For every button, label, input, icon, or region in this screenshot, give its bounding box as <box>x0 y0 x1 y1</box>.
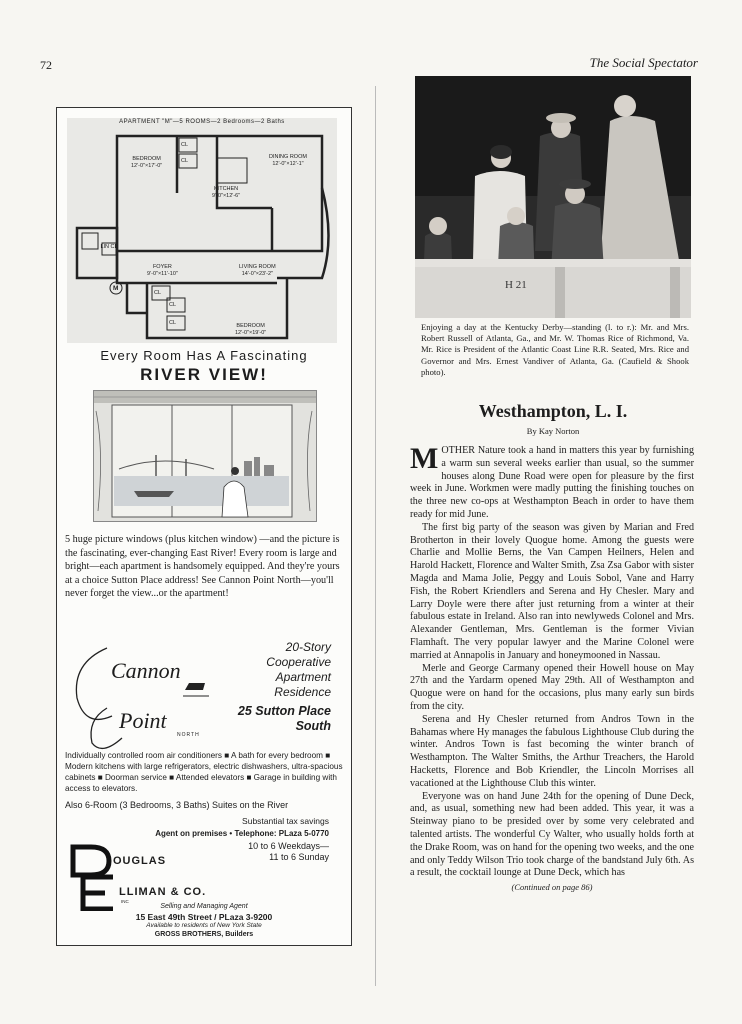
lead-smallcaps: OTHER <box>441 445 475 456</box>
room-name: BEDROOM <box>132 156 161 162</box>
floor-plan-drawing <box>67 118 337 343</box>
closet-label: CL <box>169 320 177 326</box>
article-paragraph: The first big party of the season was given by Marian and Fred Brotherton in their lovely Quogue home. Among the guests were Charlie and Mollie Berns, the Van Campen Heilners, Helen and Harold Hackett, Florence and Walter Smith, Zsa Zsa Gabor with sister Magda and Mama Jolie, Peggy and Louis Sobol, Vane and Harry Fish, the Robert Kriendlers and Serena and Hy Chesler. Mary and Larry Doyle were there after just returning from a winter at their fabulous estate in Ireland. Also ran into newlyweds Colonel and Mrs. Alexander Gentleman, Mrs. Gentleman is the former Vivian Flamhaft. The very popular lawyer and the Marine Colonel were married at Annapolis in January and honeymooned in Nassau. <box>410 521 694 661</box>
closet-label: CL <box>181 158 189 164</box>
article-paragraph <box>410 442 694 522</box>
douglas-elliman-monogram <box>69 841 129 911</box>
agency-name-line1: OUGLAS <box>113 855 167 867</box>
article-paragraph: Serena and Hy Chesler returned from Andros Town in the Bahamas where Hy manages the fabulous Lighthouse Club during the winter. Andros Town is fast becoming the winter branch of Westhampton. The Walter Smiths, the Arthur Treachers, the Harold Hacketts, Florence and Bob Kriendler, the Lincoln Morrises all vacationed at the Lighthouse Club this winter. <box>410 713 694 789</box>
floor-plan <box>67 118 337 343</box>
photo-caption: Enjoying a day at the Kentucky Derby—standing (l. to r.): Mr. and Mrs. Robert Russell of Atlanta, Ga., and Mr. W. Thomas Rice of Richmond, Va. Mr. Rice is President of the Atlantic Coast Line R.R. Seated, Mrs. Rice and Governor and Mrs. Ernest Vandiver of Atlanta, Ga. (Caufield & Shook photo). <box>421 322 689 377</box>
article-title: Westhampton, L. I. <box>478 401 628 421</box>
room-name: FOYER <box>152 264 172 270</box>
room-name: KITCHEN <box>214 186 239 192</box>
ad-features: Individually controlled room air conditioners ■ A bath for every bedroom ■ Modern kitchens with large refrigerators, electric dishwashers, ultra-spacious cabinets ■ Doorman service ■ Attended elevators ■ Garage in building with access to elevators. <box>65 751 343 793</box>
room-dims: 12'-0"×12'-1" <box>272 161 304 167</box>
ad-headline-top: Every Room Has A Fascinating <box>100 348 308 363</box>
ad-body-copy: 5 huge picture windows (plus kitchen window) —and the picture is the fascinating, ever-changing East River! Every room is large and bright—each apartment is handsomely equipped. And they're yours at a choice Sutton Place address! See Cannon Point North—you'll never forget the view...or the apartment! <box>65 534 340 600</box>
room-name: DINING ROOM <box>269 154 307 160</box>
logo-word-point: Point <box>119 708 167 733</box>
agency-inc: INC <box>121 899 129 904</box>
linen-closet-label: LIN CL <box>100 244 118 250</box>
article-paragraph: Merle and George Carmany opened their Howell house on May 27th and the Yardarm opened May 29th. All of Westhampton and Quogue were on hand for the occasions, plus many early sun birds from the city. <box>410 662 694 712</box>
room-dims: 14'-0"×23'-2" <box>241 271 273 277</box>
room-dims: 9'-0"×12'-6" <box>212 193 241 199</box>
selling-agent-line: Selling and Managing Agent <box>160 903 248 910</box>
continued-note: (Continued on page 86) <box>511 882 593 893</box>
ad-address: 25 Sutton Place South <box>237 704 331 733</box>
room-dims: 12'-0"×19'-0" <box>235 330 267 336</box>
logo-word-cannon: Cannon <box>111 658 181 683</box>
room-name: LIVING ROOM <box>239 264 276 270</box>
ad-hours-weekdays: 10 to 6 Weekdays— <box>248 841 329 851</box>
ad-tax-savings: Substantial tax savings <box>242 816 329 826</box>
ad-hours-sunday: 11 to 6 Sunday <box>269 852 329 862</box>
m-marker: M <box>113 285 119 292</box>
room-dims: 12'-0"×17'-0" <box>131 163 163 169</box>
running-head: The Social Spectator <box>589 55 698 70</box>
cannon-point-logo <box>67 638 217 753</box>
ad-hours <box>248 841 329 863</box>
floor-plan-title: APARTMENT "M"—5 ROOMS—2 Bedrooms—2 Baths <box>119 119 285 125</box>
agency-address: 15 East 49th Street / PLaza 3-9200 <box>135 912 273 922</box>
column-divider <box>375 86 376 986</box>
kentucky-derby-photo <box>415 76 691 318</box>
logo-word-north: NORTH <box>177 732 200 738</box>
closet-label: CL <box>154 290 162 296</box>
builders-credit: GROSS BROTHERS, Builders <box>154 931 254 938</box>
closet-label: CL <box>169 302 177 308</box>
article-paragraph: Everyone was on hand June 24th for the opening of Dune Deck, and, as usual, something new had been added. This year, it was a Steinway piano to be presided over by some very celebrated and talented artists. The wonderful Cy Walter, who usually holds forth at the Drake Room, was on hand for the opening two weeks, and the one and only Teddy Wilson Trio took charge of the bandstand July 6th. As a result, the cocktail lounge at Dune Deck, which has <box>410 790 694 879</box>
box-number: H 21 <box>505 279 527 291</box>
ad-tagline: 20-Story Cooperative Apartment Residence <box>266 640 331 699</box>
room-dims: 9'-0"×11'-10" <box>147 271 178 277</box>
article-byline: By Kay Norton <box>526 426 580 436</box>
ad-also-suites: Also 6-Room (3 Bedrooms, 3 Baths) Suites on the River <box>65 800 289 810</box>
closet-label: CL <box>181 142 189 148</box>
window-view-illustration <box>93 390 317 522</box>
paragraph-text: Nature took a hand in matters this year by furnishing a warm sun several weeks earlier than usual, so the summer houses along Dune Road were open for pleasure by the first week in June. Workmen were madly putting the finishing touches on the three new co-ops at Westhampton Beach in order to have them ready for mid June. <box>410 445 694 520</box>
cannon-point-advertisement <box>56 107 352 946</box>
page-number: 72 <box>40 58 52 72</box>
room-name: BEDROOM <box>236 323 265 329</box>
ad-headline-bottom: RIVER VIEW! <box>140 365 268 384</box>
ad-agent-phone: Agent on premises • Telephone: PLaza 5-0770 <box>155 829 329 838</box>
agency-name-line2: LLIMAN & CO. <box>119 886 207 898</box>
availability-note: Available to residents of New York State <box>146 922 262 929</box>
drop-cap: M <box>410 442 439 475</box>
article-body <box>410 442 694 894</box>
